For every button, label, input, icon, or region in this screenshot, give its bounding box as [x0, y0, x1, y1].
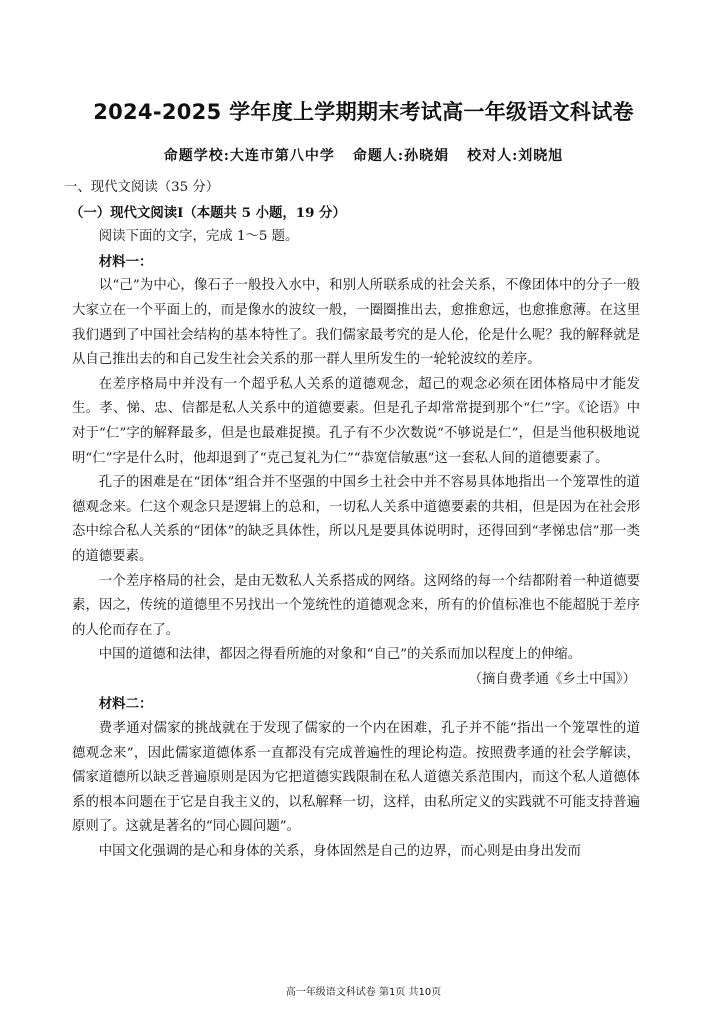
page-footer: 高一年级语文科试卷 第1页 共10页 [285, 987, 442, 998]
paragraph: 中国的道德和法律，都因之得看所施的对象和“自己”的关系而加以程度上的伸缩。 [98, 647, 582, 663]
instruction-text: 阅读下面的文字，完成 1～5 题。 [98, 229, 299, 245]
material-label: 材料一： [98, 253, 153, 270]
proofreader-label: 校对人:刘晓旭 [467, 148, 564, 164]
page-title: 2024-2025 学年度上学期期末考试高一年级语文科试卷 [93, 100, 634, 124]
paragraph: 中国文化强调的是心和身体的关系，身体固然是自己的边界，而心则是由身出发而 [98, 844, 581, 860]
paragraph: 在差序格局中并没有一个超乎私人关系的道德观念，超己的观念必须在团体格局中才能发生。孝、悌、忠、信都是私人关系中的道德要素。但是孔子却常常提到那个“仁”字。《论语》中对于“仁”字的解释最多，但是也最难捉摸。孔子有不少次数说“不够说是仁”，但是当他积极地说明“仁”字是什么时，他却退到了“克己复礼为仁”“恭宽信敏惠”这一套私人间的道德要素了。 [72, 376, 640, 466]
paragraph: 以“己”为中心，像石子一般投入水中，和别人所联系成的社会关系，不像团体中的分子一般大家立在一个平面上的，而是像水的波纹一般，一圈圈推出去，愈推愈远，也愈推愈薄。在这里我们遇到了中国社会结构的基本特性了。我们儒家最考究的是人伦，伦是什么呢？我的解释就是从自己推出去的和自己发生社会关系的那一群人里所发生的一轮轮波纹的差序。 [72, 278, 640, 368]
material-label: 材料二： [98, 696, 153, 713]
subsection-heading: （一）现代文阅读Ⅰ（本题共 5 小题，19 分） [70, 204, 346, 221]
exam-credits [0, 145, 727, 165]
paragraph: 一个差序格局的社会，是由无数私人关系搭成的网络。这网络的每一个结都附着一种道德要素，因之，传统的道德里不另找出一个笼统性的道德观念来，所有的价值标准也不能超脱于差序的人伦而存在了。 [72, 573, 640, 638]
section-heading: 一、现代文阅读（35 分） [64, 180, 220, 195]
school-label: 命题学校:大连市第八中学 [163, 148, 335, 164]
reading-body [64, 176, 640, 865]
paragraph: 孔子的困难是在“团体”组合并不坚强的中国乡土社会中并不容易具体地指出一个笼罩性的道德观念来。仁这个观念只是逻辑上的总和，一切私人关系中道德要素的共相，但是因为在社会形态中综合私人关系的“团体”的缺乏具体性，所以凡是要具体说明时，还得回到“孝悌忠信”那一类的道德要素。 [72, 475, 640, 564]
paragraph: 费孝通对儒家的挑战就在于发现了儒家的一个内在困难，孔子并不能“指出一个笼罩性的道德观念来”，因此儒家道德体系一直都没有完成普遍性的理论构造。按照费孝通的社会学解读，儒家道德所以缺乏普遍原则是因为它把道德实践限制在私人道德关系范围内，而这个私人道德体系的根本问题在于它是自我主义的，以私解释一切，这样，由私所定义的实践就不可能支持普遍原则了。这就是著名的“同心圆问题”。 [72, 721, 640, 835]
author-label: 命题人:孙晓娟 [352, 148, 450, 164]
source-citation: （摘自费孝通《乡土中国》） [468, 671, 636, 687]
